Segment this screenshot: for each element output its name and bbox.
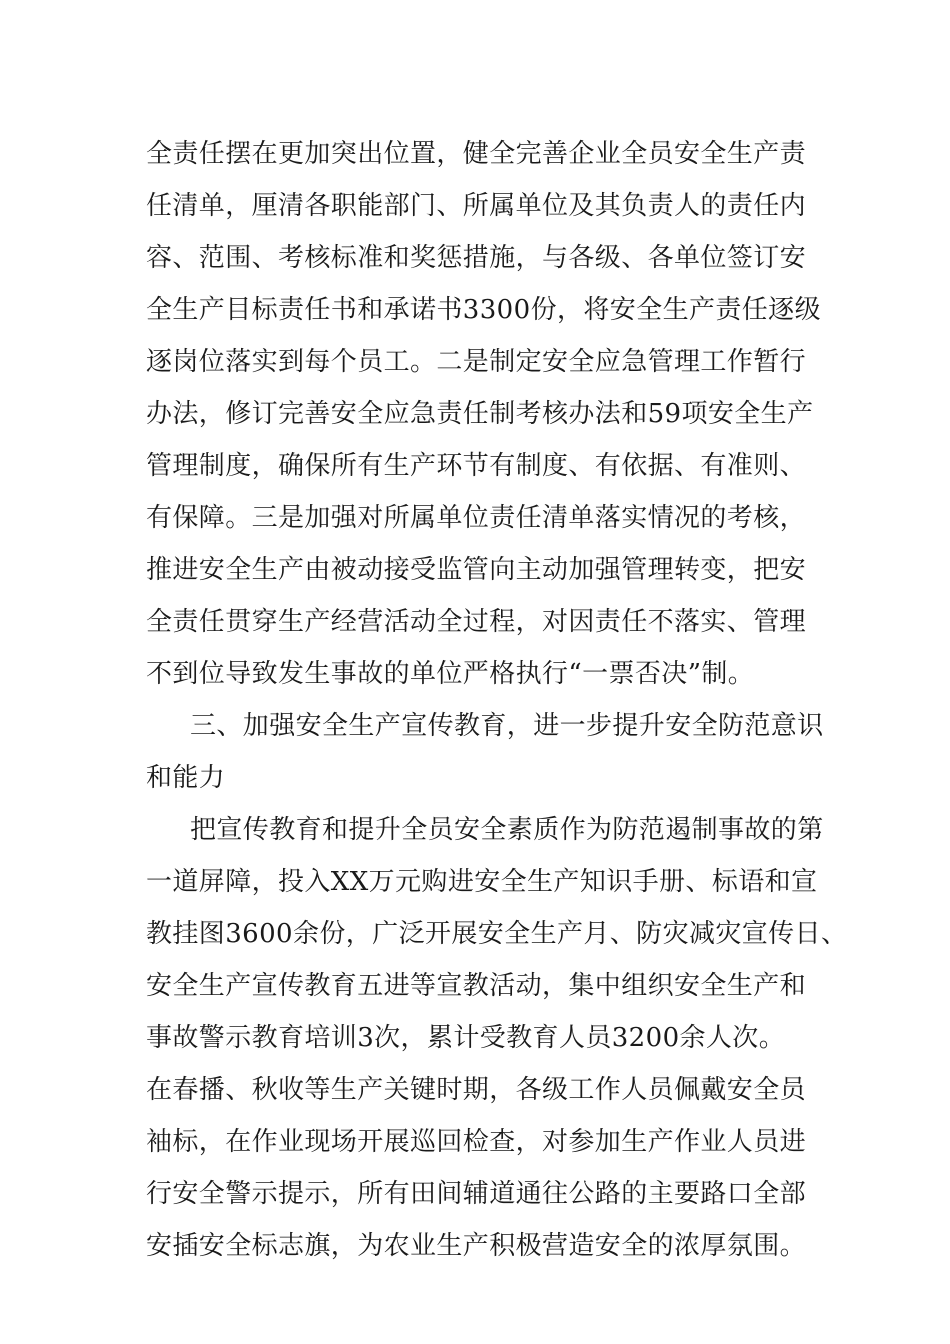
text-line: 有保障。三是加强对所属单位责任清单落实情况的考核， [146,503,807,533]
text-line: 管理制度，确保所有生产环节有制度、有依据、有准则、 [146,451,807,481]
text-line: 容、范围、考核标准和奖惩措施，与各级、各单位签订安 [146,243,807,273]
text-line: 推进安全生产由被动接受监管向主动加强管理转变，把安 [146,555,807,585]
paragraph-publicity-education [146,804,848,1272]
text-line: 行安全警示提示，所有田间辅道通往公路的主要路口全部 [146,1179,807,1209]
text-line: 安全生产宣传教育五进等宣教活动，集中组织安全生产和 [146,971,807,1001]
text-line: 把宣传教育和提升全员安全素质作为防范遏制事故的第 [190,815,824,845]
text-line: 全责任摆在更加突出位置，健全完善企业全员安全生产责 [146,139,807,169]
paragraph-responsibility [146,128,821,700]
text-line: 全生产目标责任书和承诺书3300份，将安全生产责任逐级 [146,295,821,325]
section-heading-3 [146,700,824,804]
text-line: 事故警示教育培训3次，累计受教育人员3200余人次。 [146,1023,786,1053]
text-line: 一道屏障，投入XX万元购进安全生产知识手册、标语和宣 [146,867,818,897]
text-line: 不到位导致发生事故的单位严格执行“一票否决”制。 [146,659,755,689]
text-line: 在春播、秋收等生产关键时期，各级工作人员佩戴安全员 [146,1075,807,1105]
text-line: 安插安全标志旗，为农业生产积极营造安全的浓厚氛围。 [146,1231,807,1261]
text-line: 袖标，在作业现场开展巡回检查，对参加生产作业人员进 [146,1127,807,1157]
heading-line: 三、加强安全生产宣传教育，进一步提升安全防范意识 [190,711,824,741]
text-line: 办法，修订完善安全应急责任制考核办法和59项安全生产 [146,399,814,429]
text-line: 任清单，厘清各职能部门、所属单位及其负责人的责任内 [146,191,807,221]
text-line: 教挂图3600余份，广泛开展安全生产月、防灾减灾宣传日、 [146,919,848,949]
text-line: 全责任贯穿生产经营活动全过程，对因责任不落实、管理 [146,607,807,637]
document-body [146,128,848,1272]
heading-line: 和能力 [146,763,226,793]
text-line: 逐岗位落实到每个员工。二是制定安全应急管理工作暂行 [146,347,807,377]
